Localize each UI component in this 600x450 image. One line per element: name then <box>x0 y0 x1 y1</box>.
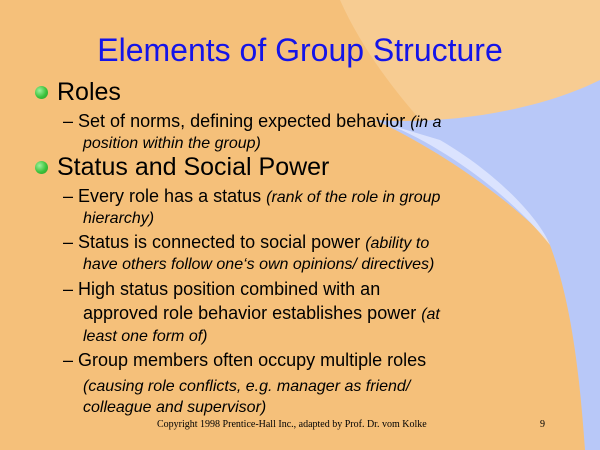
item-note: (at <box>421 306 440 323</box>
status-item-1-line2 <box>83 206 154 230</box>
dash: – <box>63 350 74 370</box>
page-number: 9 <box>540 419 545 430</box>
bullet-status <box>35 161 48 174</box>
item-text: Group members often occupy multiple roles <box>78 350 427 370</box>
item-text: Every role has a status <box>78 186 267 206</box>
roles-item-1-line2 <box>83 131 261 155</box>
item-note: (rank of the role in group <box>266 189 441 206</box>
item-note: (causing role conflicts, e.g. manager as friend/ <box>83 378 411 395</box>
item-note: colleague and supervisor) <box>83 399 267 416</box>
bullet-roles <box>35 86 48 99</box>
item-text: approved role behavior establishes power <box>83 303 422 323</box>
item-note: position within the group) <box>83 135 261 152</box>
slide-title: Elements of Group Structure <box>97 32 503 68</box>
heading-roles: Roles <box>57 78 121 106</box>
status-item-4-line1 <box>63 349 426 371</box>
item-note: (in a <box>410 114 442 131</box>
heading-status-power: Status and Social Power <box>57 153 330 181</box>
item-text: Status is connected to social power <box>78 232 366 252</box>
dash: – <box>63 279 74 299</box>
status-item-3-line3 <box>83 324 208 348</box>
dash: – <box>63 186 74 206</box>
status-item-3-line2 <box>83 302 440 326</box>
dash: – <box>63 232 74 252</box>
copyright-footer: Copyright 1998 Prentice-Hall Inc., adapted by Prof. Dr. vom Kolke <box>157 419 427 430</box>
item-note: (ability to <box>365 235 430 252</box>
item-note: least one form of) <box>83 328 208 345</box>
dash: – <box>63 111 74 131</box>
status-item-3-line1 <box>63 278 380 300</box>
status-item-4-line3 <box>83 395 266 419</box>
item-text: Set of norms, defining expected behavior <box>78 111 411 131</box>
status-item-2-line2 <box>83 252 434 276</box>
item-note: have others follow one‘s own opinions/ directives) <box>83 256 435 273</box>
item-note: hierarchy) <box>83 210 155 227</box>
item-text: High status position combined with an <box>78 279 381 299</box>
